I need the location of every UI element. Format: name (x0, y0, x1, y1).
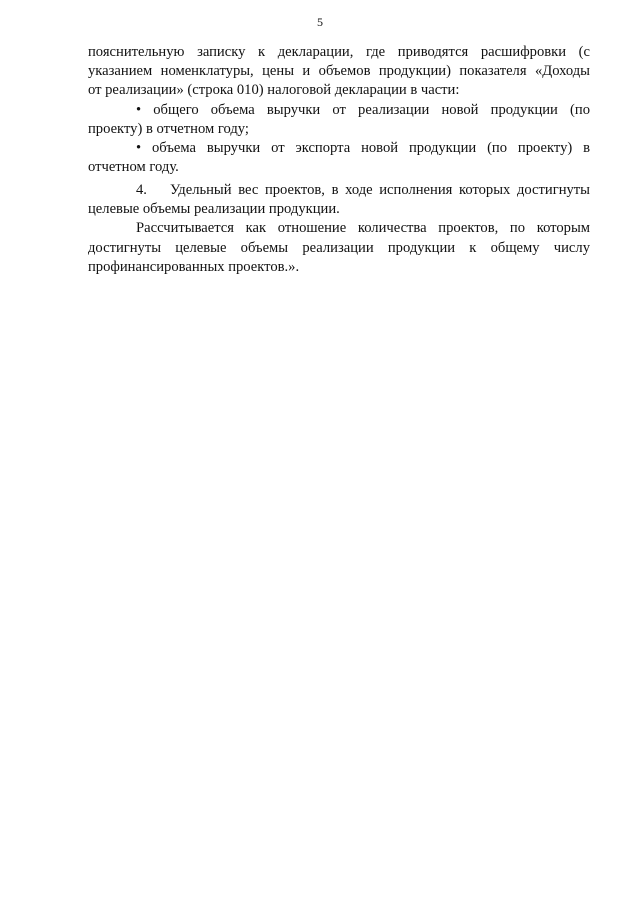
paragraph-calculation (88, 219, 590, 277)
text-line (88, 181, 590, 200)
text-line: • общего объема выручки от реализации новой продукции (по (136, 101, 590, 118)
text-line: профинансированных проектов.». (88, 258, 300, 275)
bullet-total-revenue (88, 101, 590, 139)
text-line: • объема выручки от экспорта новой продукции (по проекту) в (136, 140, 590, 157)
document-body-item4 (88, 181, 590, 277)
bullet-export-revenue (88, 139, 590, 177)
item-4-heading (88, 181, 590, 219)
text-line: пояснительную записку к декларации, где приводятся расшифровки (с (88, 44, 590, 60)
text-line: указанием номенклатуры, цены и объемов продукции) показателя «Доходы (88, 63, 590, 80)
text-line: достигнуты целевые объемы реализации продукции к общему числу (88, 239, 590, 256)
text-line: отчетном году. (88, 159, 179, 176)
text-line: Рассчитывается как отношение количества проектов, по которым (136, 220, 590, 237)
text-line: проекту) в отчетном году; (88, 120, 249, 137)
document-body-top (88, 43, 590, 177)
text-line: целевые объемы реализации продукции. (88, 201, 340, 218)
item-number: 4. (136, 182, 147, 198)
text-line: от реализации» (строка 010) налоговой декларации в части: (88, 82, 460, 99)
paragraph-explanatory-note (88, 43, 590, 101)
item-title: Удельный вес проектов, в ходе исполнения которых достигнуты (170, 182, 590, 198)
page-number: 5 (317, 15, 323, 29)
